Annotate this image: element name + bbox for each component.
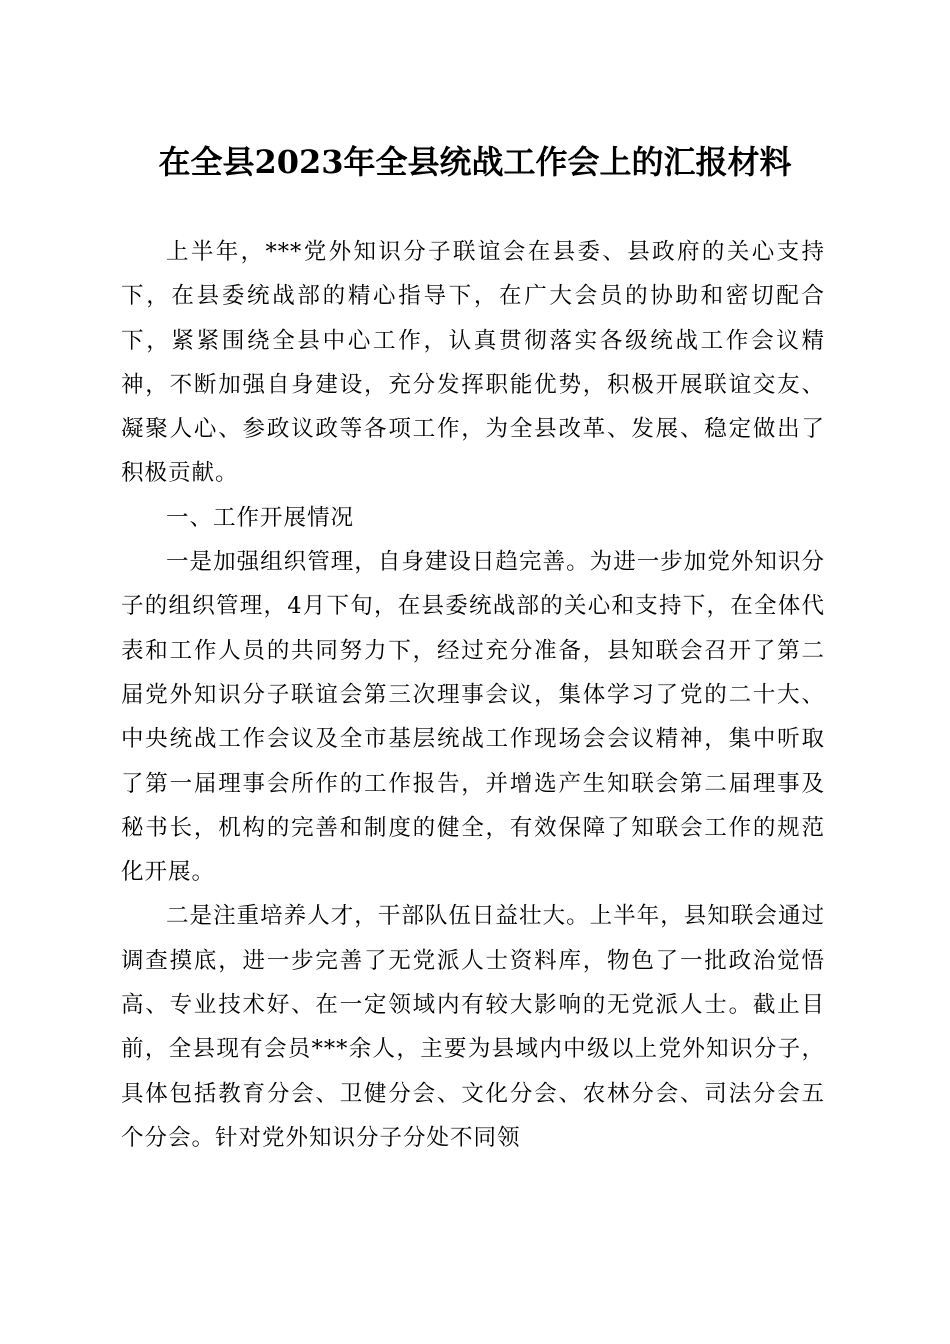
document-title: 在全县2023年全县统战工作会上的汇报材料 (158, 143, 792, 181)
intro-paragraph: 上半年，***党外知识分子联谊会在县委、县政府的关心支持下，在县委统战部的精心指导下，在广大会员的协助和密切配合下，紧紧围绕全县中心工作，认真贯彻落实各级统战工作会议精神，不断加强自身建设，充分发挥职能优势，积极开展联谊交友、凝聚人心、参政议政等各项工作，为全县改革、发展、稳定做出了积极贡献。 (121, 239, 825, 487)
item-paragraph-2 (121, 894, 825, 1160)
item-text-1: 为进一步加党外知识分子的组织管理，4月下旬，在县委统战部的关心和支持下，在全体代表和工作人员的共同努力下，经过充分准备，县知联会召开了第二届党外知识分子联谊会第三次理事会议，集体学习了党的二十大、中央统战工作会议及全市基层统战工作现场会会议精神，集中听取了第一届理事会所作的工作报告，并增选产生知联会第二届理事及秘书长，机构的完善和制度的健全，有效保障了知联会工作的规范化开展。 (121, 549, 825, 886)
item-text-2: 上半年，县知联会通过调查摸底，进一步完善了无党派人士资料库，物色了一批政治觉悟高、专业技术好、在一定领域内有较大影响的无党派人士。截止目前，全县现有会员***余人，主要为县域内中级以上党外知识分子，具体包括教育分会、卫健分会、文化分会、农林分会、司法分会五个分会。针对党外知识分子分处不同领 (121, 903, 825, 1151)
item-lead-2: 二是注重培养人才，干部队伍日益壮大。 (166, 903, 590, 930)
section-heading: 一、工作开展情况 (166, 504, 355, 531)
item-paragraph-1 (121, 540, 825, 894)
item-lead-1: 一是加强组织管理，自身建设日趋完善。 (166, 549, 590, 576)
document-body (121, 230, 825, 1160)
